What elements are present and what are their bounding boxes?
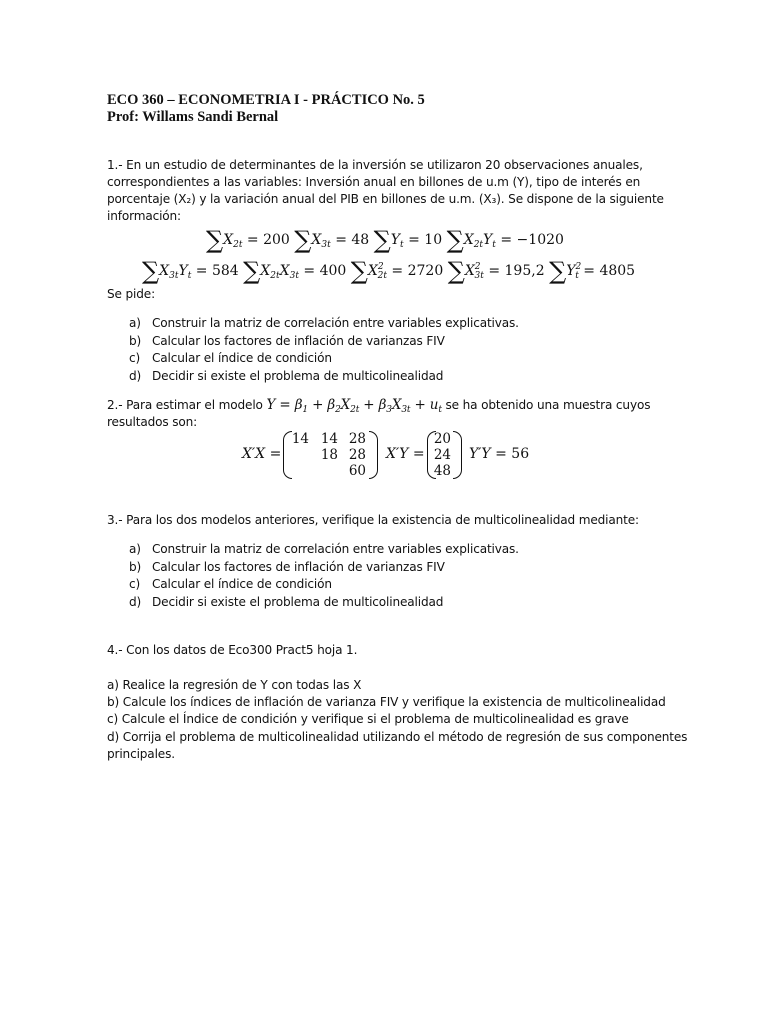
xx-label: X′X = [242, 446, 282, 462]
sum-x3y: = 584 [195, 263, 239, 279]
q3-task-list [129, 541, 519, 611]
xy-label: X′Y = [386, 446, 425, 462]
list-item: a) Construir la matriz de correlación entre variables explicativas. [129, 542, 519, 556]
q4-item-c: c) Calcule el Índice de condición y verifique si el problema de multicolinealidad es grave [107, 712, 629, 726]
list-item: b) Calcular los factores de inflación de varianzas FIV [129, 559, 445, 574]
list-item: c) Calcular el índice de condición [129, 351, 332, 365]
q1-task-list [129, 315, 519, 385]
list-item: a) Construir la matriz de correlación entre variables explicativas. [129, 316, 519, 330]
sum-x2-sq: = 2720 [391, 263, 444, 279]
sum-x2: = 200 [246, 232, 290, 248]
q1-line-4: información: [107, 209, 181, 223]
sum-x2y: = −1020 [500, 232, 564, 248]
list-item: d) Decidir si existe el problema de multicolinealidad [129, 594, 444, 609]
q4-item-a: a) Realice la regresión de Y con todas las X [107, 678, 362, 692]
q2-line-1: 2.- Para estimar el modelo $Y = \beta_1 + \beta_2X_{2t} + \beta_3X_{3t} + u_t$ se ha obtenido una muestra cuyos [107, 397, 651, 415]
list-item: d) Decidir si existe el problema de multicolinealidad [129, 368, 444, 383]
sum-y: = 10 [408, 232, 443, 248]
q4-intro: 4.- Con los datos de Eco300 Pract5 hoja 1. [107, 643, 358, 657]
list-item: c) Calcular el índice de condición [129, 577, 332, 591]
course-title: ECO 360 – ECONOMETRIA I - PRÁCTICO No. 5 [107, 92, 425, 108]
sum-x3-sq: = 195,2 [488, 263, 545, 279]
q4-item-d-cont: principales. [107, 747, 175, 761]
q1-se-pide: Se pide: [107, 287, 155, 301]
xx-matrix: 14 14 28 18 28 60 [283, 431, 379, 479]
professor-name: Prof: Willams Sandi Bernal [107, 109, 279, 125]
sum-y-sq: = 4805 [583, 263, 636, 279]
sum-x2x3: = 400 [303, 263, 347, 279]
q4-item-d: d) Corrija el problema de multicolinealidad utilizando el método de regresión de sus componentes [107, 730, 688, 744]
q3-intro: 3.- Para los dos modelos anteriores, verifique la existencia de multicolinealidad mediante: [107, 513, 639, 527]
yy-equation: Y′Y = 56 [469, 446, 530, 462]
xy-vector: 20 24 48 [427, 431, 463, 479]
q1-sums-row-2: $\sum X_{3t}Y_t = 584$ $\sum X_{2t}X_{3t} = 400$ $\sum X^2_{2t} = 2720$ $\sum X^2_{3t} = 195,2$ $\sum Y^2_t = 4805$ [142, 257, 636, 285]
sum-x3: = 48 [335, 232, 370, 248]
q2-line-2: resultados son: [107, 415, 198, 429]
q4-item-b: b) Calcule los índices de inflación de varianza FIV y verifique la existencia de multicolinealidad [107, 695, 666, 709]
q1-line-3: porcentaje (X₂) y la variación anual del PIB en billones de u.m. (X₃). Se dispone de la siguiente [107, 192, 664, 206]
q2-model-equation: $Y = \beta_1 + \beta_2X_{2t} + \beta_3X_{3t} + u_t$ [266, 397, 442, 415]
q1-sums-row-1: $\sum X_{2t} = 200$ $\sum X_{3t} = 48$ $\sum Y_t = 10$ $\sum X_{2t}Y_t = -1020$ [206, 226, 564, 254]
q1-line-2: correspondientes a las variables: Inversión anual en billones de u.m (Y), tipo de interés en [107, 175, 641, 189]
list-item: b) Calcular los factores de inflación de varianzas FIV [129, 333, 445, 348]
q1-line-1: 1.- En un estudio de determinantes de la inversión se utilizaron 20 observaciones anuales, [107, 158, 643, 172]
